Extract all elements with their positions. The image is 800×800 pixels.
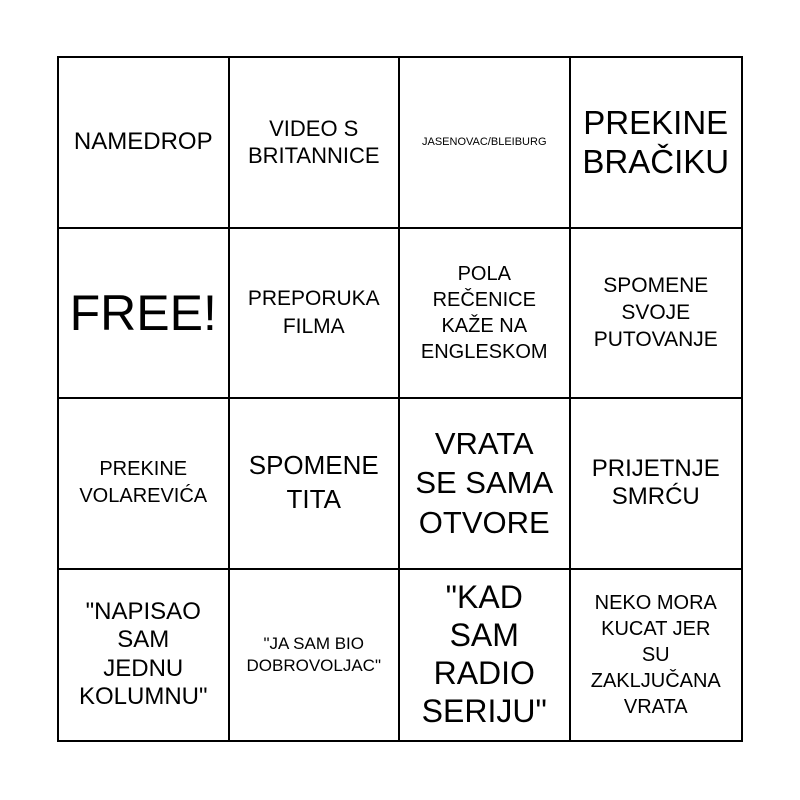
free-cell[interactable] [59, 229, 230, 400]
bingo-board [57, 56, 743, 742]
cell-text: VIDEO S BRITANNICE [247, 115, 380, 169]
cell-text: PREPORUKA FILMA [247, 287, 380, 338]
bingo-cell[interactable] [400, 58, 571, 229]
bingo-cell[interactable] [400, 229, 571, 400]
bingo-cell[interactable] [400, 399, 571, 570]
bingo-cell[interactable] [571, 229, 742, 400]
cell-text: PREKINE BRAČIKU [582, 103, 730, 181]
cell-text: POLA REČENICE KAŽE NA ENGLESKOM [420, 262, 548, 363]
bingo-cell[interactable] [230, 570, 401, 741]
bingo-cell[interactable] [571, 58, 742, 229]
cell-text: FREE! [69, 284, 217, 341]
cell-text: PREKINE VOLAREVIĆA [79, 458, 208, 508]
cell-text: NAMEDROP [73, 128, 213, 156]
cell-text: SPOMENE TITA [248, 450, 379, 515]
bingo-cell[interactable] [59, 58, 230, 229]
bingo-cell[interactable] [59, 399, 230, 570]
cell-text: PRIJETNJE SMRĆU [591, 454, 720, 511]
cell-text: "KAD SAM RADIO SERIJU" [421, 579, 547, 729]
bingo-cell[interactable] [571, 570, 742, 741]
cell-text: JASENOVAC/BLEIBURG [422, 135, 547, 148]
cell-text: NEKO MORA KUCAT JER SU ZAKLJUČANA VRATA [590, 591, 721, 718]
bingo-cell[interactable] [230, 58, 401, 229]
bingo-cell[interactable] [571, 399, 742, 570]
bingo-cell[interactable] [230, 229, 401, 400]
cell-text: VRATA SE SAMA OTVORE [415, 425, 554, 541]
cell-text: "NAPISAO SAM JEDNU KOLUMNU" [78, 598, 208, 711]
cell-text: SPOMENE SVOJE PUTOVANJE [593, 273, 718, 352]
bingo-cell[interactable] [400, 570, 571, 741]
bingo-cell[interactable] [230, 399, 401, 570]
bingo-cell[interactable] [59, 570, 230, 741]
cell-text: "JA SAM BIO DOBROVOLJAC" [246, 633, 381, 675]
